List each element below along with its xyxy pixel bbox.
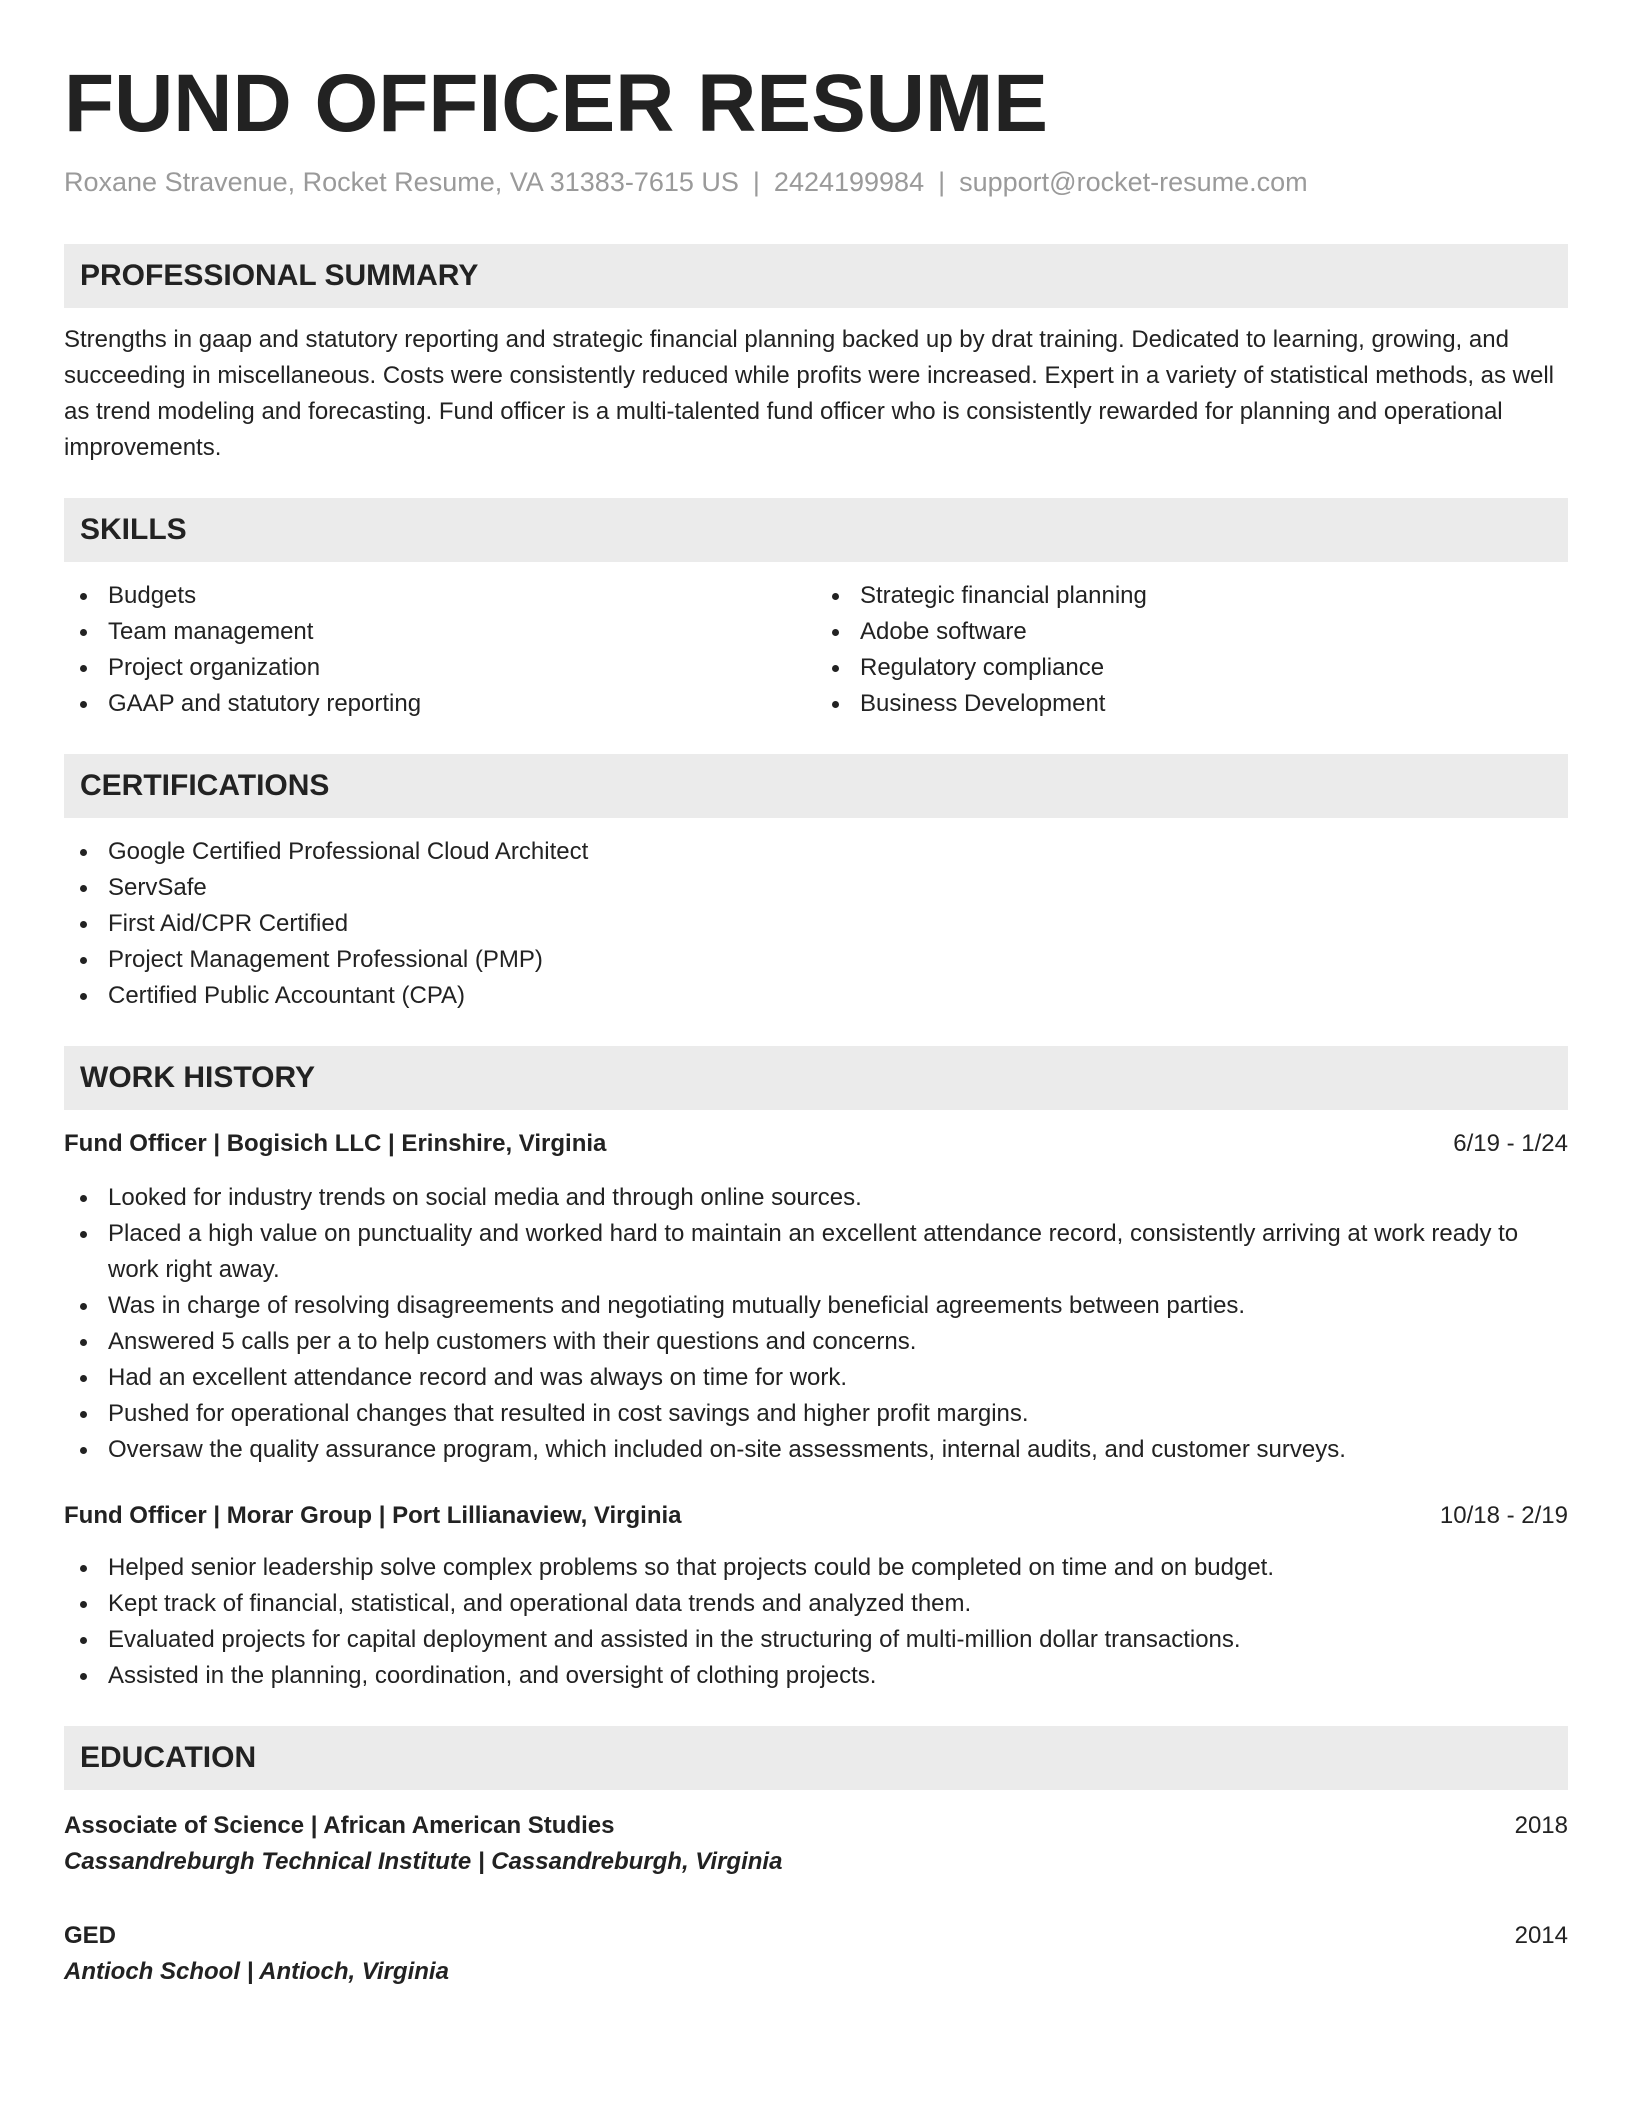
- education-degree: Associate of Science | African American Studies: [64, 1812, 615, 1839]
- skill-item: Budgets: [64, 578, 816, 614]
- job-duty-item: Kept track of financial, statistical, and operational data trends and analyzed them.: [64, 1586, 1568, 1622]
- job-duties: [64, 1550, 1568, 1694]
- summary-text: Strengths in gaap and statutory reporting and strategic financial planning backed up by drat training. Dedicated to learning, growing, and succeeding in miscellaneous. Costs were consistently reduced while profits were increased. Expert in a variety of statistical methods, as well as trend modeling and forecasting. Fund officer is a multi-talented fund officer who is consistently rewarded for planning and operational improvements.: [64, 326, 1555, 461]
- section-heading-work-history: WORK HISTORY: [64, 1046, 1568, 1110]
- contact-separator: |: [752, 167, 760, 197]
- certification-item: ServSafe: [64, 870, 1568, 906]
- skill-item: Business Development: [816, 686, 1568, 722]
- contact-address: Roxane Stravenue, Rocket Resume, VA 31383-7615 US: [64, 167, 739, 197]
- contact-line: [64, 164, 1568, 200]
- contact-email: support@rocket-resume.com: [959, 167, 1308, 197]
- contact-phone: 2424199984: [773, 167, 925, 197]
- education-year: 2018: [1514, 1812, 1568, 1839]
- job-entry: [64, 1498, 1568, 1694]
- skill-item: Adobe software: [816, 614, 1568, 650]
- skill-item: GAAP and statutory reporting: [64, 686, 816, 722]
- job-title: Fund Officer | Bogisich LLC | Erinshire, Virginia: [64, 1130, 607, 1157]
- skills-column-right: [816, 578, 1568, 722]
- skill-item: Team management: [64, 614, 816, 650]
- education-school: Cassandreburgh Technical Institute | Cassandreburgh, Virginia: [64, 1848, 783, 1875]
- section-heading-certifications: CERTIFICATIONS: [64, 754, 1568, 818]
- job-duty-item: Had an excellent attendance record and was always on time for work.: [64, 1360, 1568, 1396]
- job-duty-item: Pushed for operational changes that resulted in cost savings and higher profit margins.: [64, 1396, 1568, 1432]
- section-heading-education: EDUCATION: [64, 1726, 1568, 1790]
- job-dates: 6/19 - 1/24: [1453, 1130, 1568, 1157]
- job-duty-item: Placed a high value on punctuality and worked hard to maintain an excellent attendance record, consistently arriving at work ready to work right away.: [64, 1216, 1568, 1288]
- certifications-list: [64, 834, 1568, 1014]
- section-heading-skills: SKILLS: [64, 498, 1568, 562]
- certification-item: Project Management Professional (PMP): [64, 942, 1568, 978]
- section-heading-summary: PROFESSIONAL SUMMARY: [64, 244, 1568, 308]
- job-dates: 10/18 - 2/19: [1439, 1502, 1568, 1529]
- skill-item: Regulatory compliance: [816, 650, 1568, 686]
- job-header: [64, 1498, 1568, 1534]
- job-title: Fund Officer | Morar Group | Port Lillianaview, Virginia: [64, 1502, 682, 1529]
- job-header: [64, 1126, 1568, 1162]
- resume-title: FUND OFFICER RESUME: [64, 58, 1048, 149]
- skills-column-left: [64, 578, 816, 722]
- job-duty-item: Looked for industry trends on social media and through online sources.: [64, 1180, 1568, 1216]
- job-duty-item: Helped senior leadership solve complex problems so that projects could be completed on time and on budget.: [64, 1550, 1568, 1586]
- education-entry: [64, 1808, 1568, 1880]
- skill-item: Project organization: [64, 650, 816, 686]
- job-duty-item: Answered 5 calls per a to help customers with their questions and concerns.: [64, 1324, 1568, 1360]
- job-duty-item: Assisted in the planning, coordination, and oversight of clothing projects.: [64, 1658, 1568, 1694]
- certification-item: First Aid/CPR Certified: [64, 906, 1568, 942]
- job-duties: [64, 1180, 1568, 1468]
- education-entry: [64, 1918, 1568, 1990]
- skills-list: [64, 578, 1568, 722]
- education-degree: GED: [64, 1922, 117, 1949]
- job-duty-item: Evaluated projects for capital deployment and assisted in the structuring of multi-million dollar transactions.: [64, 1622, 1568, 1658]
- certification-item: Certified Public Accountant (CPA): [64, 978, 1568, 1014]
- education-header: [64, 1918, 1568, 1954]
- certification-item: Google Certified Professional Cloud Architect: [64, 834, 1568, 870]
- skill-item: Strategic financial planning: [816, 578, 1568, 614]
- contact-separator: |: [938, 167, 946, 197]
- education-year: 2014: [1514, 1922, 1568, 1949]
- job-duty-item: Oversaw the quality assurance program, which included on-site assessments, internal audits, and customer surveys.: [64, 1432, 1568, 1468]
- job-entry: [64, 1126, 1568, 1468]
- education-school: Antioch School | Antioch, Virginia: [64, 1958, 449, 1985]
- education-header: [64, 1808, 1568, 1844]
- job-duty-item: Was in charge of resolving disagreements and negotiating mutually beneficial agreements between parties.: [64, 1288, 1568, 1324]
